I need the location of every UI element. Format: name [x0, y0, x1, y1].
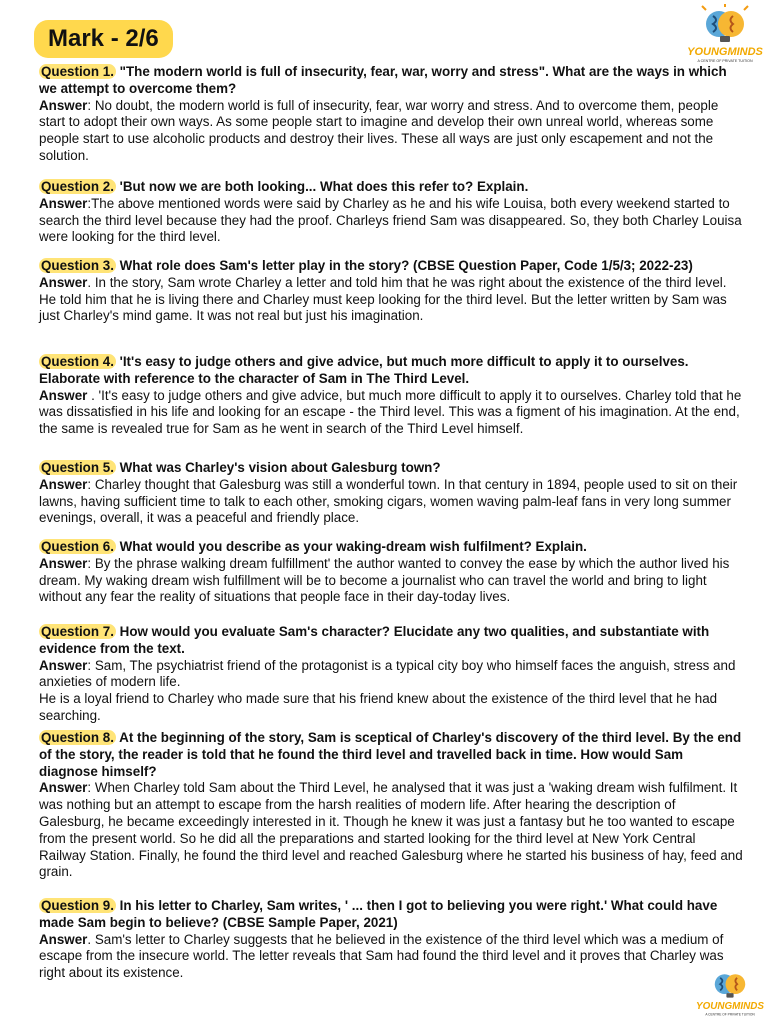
question-2 [39, 179, 744, 196]
question-text: What was Charley's vision about Galesburg town? [115, 460, 441, 475]
question-label: Question 8. [41, 730, 114, 745]
youngminds-logo [686, 4, 764, 66]
qa-block-9 [39, 898, 739, 982]
answer-text: : Charley thought that Galesburg was still a wonderful town. In that century in 1894, people used to sit on their lawns, having sufficient time to talk to each other, smoking cigars, women waving palm-leaf fans in very long summer evenings, overall, it was a peaceful and friendly place. [39, 476, 738, 526]
question-5 [39, 460, 744, 477]
qa-block-5 [39, 460, 744, 527]
question-text: 'It's easy to judge others and give advice, but much more difficult to apply it to ourselves. Elaborate with reference to the character of Sam in The Third Level. [39, 354, 689, 386]
qa-block-6 [39, 539, 744, 606]
question-text: In his letter to Charley, Sam writes, ' ... then I got to believing you were right.' What could have made Sam begin to believe? (CBSE Sample Paper, 2021) [39, 898, 718, 930]
answer-label: Answer [39, 476, 88, 492]
question-text: What role does Sam's letter play in the story? (CBSE Question Paper, Code 1/5/3; 2022-23) [115, 258, 693, 273]
qa-block-1 [39, 64, 744, 165]
answer-label: Answer [39, 931, 88, 947]
answer-1 [39, 98, 744, 165]
answer-label: Answer [39, 387, 88, 403]
answer-text: : When Charley told Sam about the Third Level, he analysed that it was just a 'waking dream wish fulfilment. It was nothing but an attempt to escape from the harsh realities of modern life. After hearing the description of Galesburg, he became exceedingly interested in it. Though he knew it was just a fantasy but he too wanted to escape from the present world. So he did all the preparations and started looking for the third level at New York Central Railway Station. Finally, he found the third level and reached Galesburg where he started his business of hay, feed and grain. [39, 780, 743, 880]
answer-label: Answer [39, 97, 88, 113]
answer-label: Answer [39, 555, 88, 571]
answer-2 [39, 196, 744, 246]
qa-block-4 [39, 354, 744, 438]
question-1 [39, 64, 744, 98]
answer-9 [39, 932, 739, 982]
question-7 [39, 624, 744, 658]
youngminds-logo-footer [694, 968, 766, 1020]
answer-text: : Sam, The psychiatrist friend of the protagonist is a typical city boy who himself faces the anguish, stress and anxieties of modern life. [39, 657, 736, 690]
answer-3 [39, 275, 744, 325]
page-title-badge [34, 20, 173, 58]
question-label: Question 2. [41, 179, 114, 194]
qa-block-3 [39, 258, 744, 325]
question-8 [39, 730, 744, 780]
answer-label: Answer [39, 780, 88, 796]
brain-bulb-icon [702, 4, 748, 42]
question-9 [39, 898, 739, 932]
answer-8 [39, 780, 744, 881]
question-text: What would you describe as your waking-dream wish fulfilment? Explain. [115, 539, 587, 554]
svg-text:A CENTRE OF PRIVATE TUITION: A CENTRE OF PRIVATE TUITION [697, 59, 753, 63]
answer-7-extra: He is a loyal friend to Charley who made sure that his friend knew about the existence of the third level that he had searching. [39, 691, 718, 723]
brain-bulb-icon [715, 974, 745, 997]
question-label: Question 1. [41, 64, 114, 79]
question-text: "The modern world is full of insecurity, fear, war, worry and stress". What are the ways in which we attempt to overcome them? [39, 64, 727, 96]
answer-6 [39, 556, 744, 606]
qa-block-8 [39, 730, 744, 881]
question-label: Question 4. [41, 354, 114, 369]
answer-text: . Sam's letter to Charley suggests that he believed in the existence of the third level which was a medium of escape from the insecure world. The letter reveals that Sam had found the third level and it proves that Charley was right about its existence. [39, 931, 724, 981]
question-label: Question 3. [41, 258, 114, 273]
svg-text:A CENTRE OF PRIVATE TUITION: A CENTRE OF PRIVATE TUITION [705, 1012, 755, 1017]
question-4 [39, 354, 744, 388]
qa-block-2 [39, 179, 744, 246]
answer-5 [39, 477, 744, 527]
answer-text: . In the story, Sam wrote Charley a letter and told him that he was right about the existence of the third level. He told him that he is living there and Charley must keep looking for the third level. But the letter written by Sam was just Charley's mind game. It was not real but just his imagination. [39, 274, 727, 324]
answer-4 [39, 388, 744, 438]
svg-text:YOUNGMINDS: YOUNGMINDS [696, 1001, 764, 1013]
answer-label: Answer [39, 195, 88, 211]
answer-text: : By the phrase walking dream fulfillment' the author wanted to convey the ease by which the author lived his dream. My waking dream wish fulfillment will be to become a journalist who can travel the world and bring to light without any fear the reality of situations that people face in their day-today lives. [39, 555, 730, 605]
question-text: At the beginning of the story, Sam is sceptical of Charley's discovery of the third level. By the end of the story, the reader is told that he found the third level and travelled back in time. How would Sam diagnose himself? [39, 730, 742, 779]
answer-text: . 'It's easy to judge others and give advice, but much more difficult to apply it to ourselves. Charley told that he was dissatisfied in his life and looking for an escape - the Third level. This was a figment of his imagination. At the end, the same is revealed true for Sam as he went in search of the Third Level himself. [39, 387, 742, 437]
question-label: Question 7. [41, 624, 114, 639]
answer-label: Answer [39, 274, 88, 290]
question-text: How would you evaluate Sam's character? Elucidate any two qualities, and substantiate with evidence from the text. [39, 624, 710, 656]
question-3 [39, 258, 744, 275]
qa-block-7 [39, 624, 744, 725]
page-title: Mark - 2/6 [48, 25, 159, 52]
question-6 [39, 539, 744, 556]
answer-7 [39, 658, 744, 692]
question-label: Question 5. [41, 460, 114, 475]
answer-text: : No doubt, the modern world is full of insecurity, fear, war worry and stress. And to overcome them, people start to adopt their own ways. As some people start to imagine and develop their own unreal world, whereas some people start to use alcoholic products and destroy their lives. These all ways are just only escapement and not the solution. [39, 97, 719, 163]
answer-text: :The above mentioned words were said by Charley as he and his wife Louisa, both every weekend started to search the third level because they had the proof. Charleys friend Sam was disappeared. So, they both Charley Louisa were looking for the third level. [39, 195, 742, 245]
question-text: 'But now we are both looking... What does this refer to? Explain. [115, 179, 529, 194]
svg-text:YOUNGMINDS: YOUNGMINDS [687, 46, 763, 58]
question-label: Question 9. [41, 898, 114, 913]
answer-label: Answer [39, 657, 88, 673]
question-label: Question 6. [41, 539, 114, 554]
